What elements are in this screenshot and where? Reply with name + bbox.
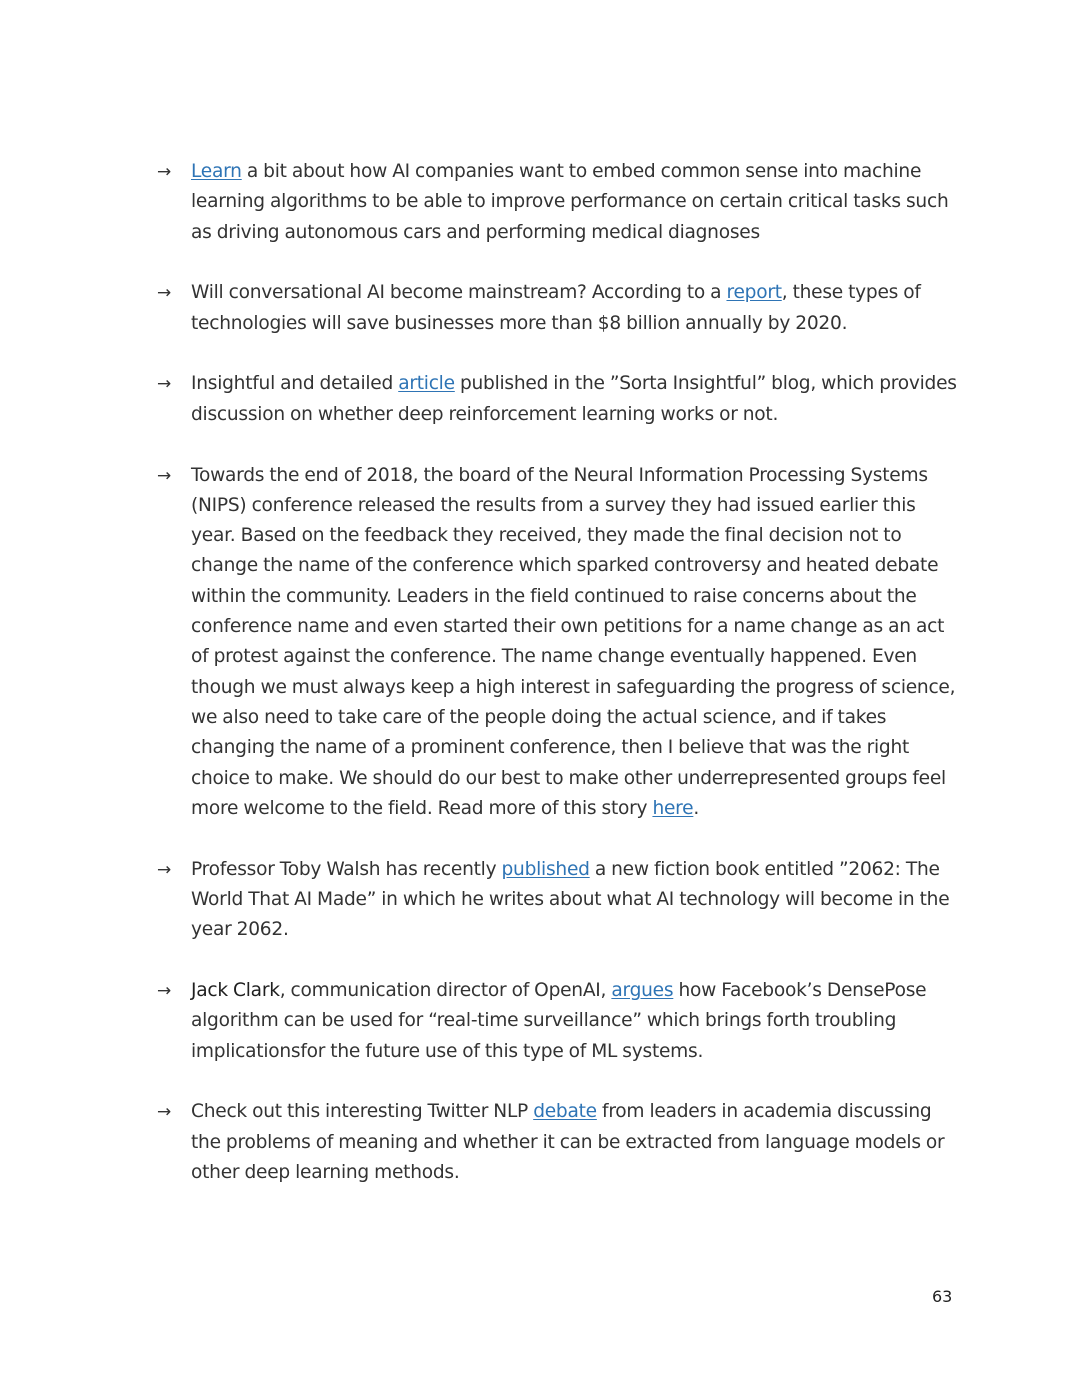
- item-text-before: Will conversational AI become mainstream? According to a: [191, 282, 727, 304]
- right-arrow-icon: →: [157, 374, 172, 395]
- right-arrow-icon: →: [157, 465, 172, 486]
- list-item: [157, 855, 957, 946]
- item-text-before: Check out this interesting Twitter NLP: [191, 1101, 534, 1123]
- item-text-after: .: [693, 797, 700, 819]
- argues-link[interactable]: argues: [611, 980, 674, 1002]
- report-link[interactable]: report: [726, 282, 782, 304]
- item-text-after: , these types of technologies will save businesses more than $8 billion annually by 2020.: [191, 282, 921, 334]
- item-text-before: Insightful and detailed: [191, 373, 399, 395]
- item-text: [191, 369, 957, 430]
- item-text-before: Towards the end of 2018, the board of the Neural Information Processing Systems (NIPS) conference released the results from a survey they had issued earlier this year. Based on the feedback they received, they made the final decision not to change the name of the conference which sparked controversy and heated debate within the community. Leaders in the field continued to raise concerns about the conference name and even started their own petitions for a name change as an act of protest against the conference. The name change eventually happened. Even though we must always keep a high interest in safeguarding the progress of science, we also need to take care of the people doing the actual science, and if takes changing the name of a prominent conference, then I believe that was the right choice to make. We should do our best to make other underrepresented groups feel more welcome to the field. Read more of this story: [191, 464, 956, 819]
- item-text-after: a bit about how AI companies want to embed common sense into machine learning algorithms to be able to improve performance on certain critical tasks such as driving autonomous cars and performing medical diagnoses: [191, 161, 949, 243]
- item-text: [191, 1097, 957, 1188]
- debate-link[interactable]: debate: [533, 1101, 597, 1123]
- item-text-after: published in the ”Sorta Insightful” blog, which provides discussion on whether deep reinforcement learning works or not.: [191, 373, 957, 425]
- news-bullet-list: [157, 157, 957, 1219]
- list-item: [157, 157, 957, 248]
- person-name: Jack Clark: [191, 980, 280, 1002]
- published-link[interactable]: published: [501, 858, 590, 880]
- learn-link[interactable]: Learn: [191, 161, 242, 182]
- article-link[interactable]: article: [398, 373, 455, 395]
- item-text-after: from leaders in academia discussing the problems of meaning and whether it can be extracted from language models or other deep learning methods.: [191, 1101, 945, 1184]
- page-number: 63: [932, 1287, 953, 1306]
- item-text-before: Professor Toby Walsh has recently: [191, 858, 502, 880]
- item-text: [191, 855, 957, 946]
- item-text-after: a new fiction book entitled ”2062: The World That AI Made” in which he writes about what AI technology will become in the year 2062.: [191, 858, 950, 941]
- item-text: [191, 157, 957, 248]
- item-text-after: how Facebook’s DensePose algorithm can be used for “real-time surveillance” which brings forth troubling implicationsfor the future use of this type of ML systems.: [191, 980, 927, 1062]
- right-arrow-icon: →: [157, 283, 172, 304]
- here-link[interactable]: here: [652, 797, 694, 819]
- item-text: [191, 278, 957, 339]
- list-item: [157, 461, 957, 825]
- item-text: [191, 976, 957, 1067]
- item-text: [191, 461, 957, 825]
- list-item: [157, 976, 957, 1067]
- right-arrow-icon: →: [157, 162, 172, 182]
- right-arrow-icon: →: [157, 1102, 172, 1123]
- right-arrow-icon: →: [157, 981, 172, 1002]
- list-item: [157, 369, 957, 430]
- right-arrow-icon: →: [157, 859, 172, 880]
- item-text-before: , communication director of OpenAI,: [279, 980, 612, 1002]
- list-item: [157, 1097, 957, 1188]
- list-item: [157, 278, 957, 339]
